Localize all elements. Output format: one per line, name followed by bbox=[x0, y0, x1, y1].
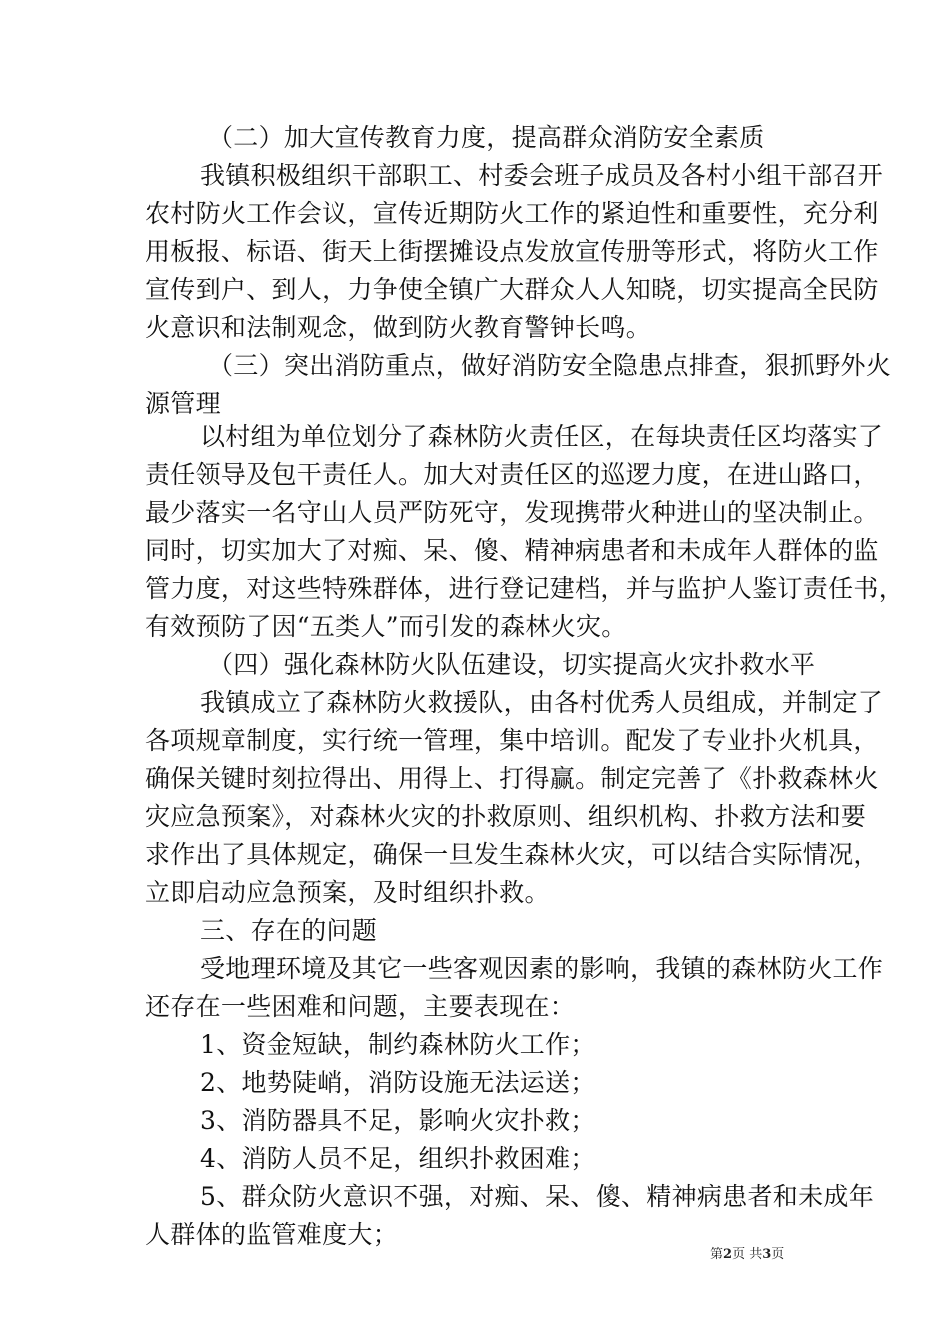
paragraph-line: 求作出了具体规定，确保一旦发生森林火灾，可以结合实际情况， bbox=[145, 840, 879, 869]
paragraph-line: 立即启动应急预案，及时组织扑救。 bbox=[145, 878, 550, 907]
paragraph-line: 管力度，对这些特殊群体，进行登记建档，并与监护人鉴订责任书， bbox=[145, 574, 905, 603]
list-item: 4、消防人员不足，组织扑救困难； bbox=[200, 1144, 596, 1173]
footer-prefix: 第 bbox=[710, 1247, 724, 1262]
list-item-cont: 人群体的监管难度大； bbox=[145, 1220, 399, 1249]
page-footer bbox=[710, 1246, 784, 1264]
paragraph-line: 有效预防了因“五类人”而引发的森林火灾。 bbox=[145, 612, 627, 641]
section-heading-4: （四）强化森林防火队伍建设，切实提高火灾扑救水平 bbox=[208, 650, 816, 679]
paragraph-line: 用板报、标语、街天上街摆摊设点发放宣传册等形式，将防火工作 bbox=[145, 237, 879, 266]
paragraph-line: 各项规章制度，实行统一管理，集中培训。配发了专业扑火机具， bbox=[145, 726, 879, 755]
paragraph-line: 我镇积极组织干部职工、村委会班子成员及各村小组干部召开 bbox=[200, 161, 884, 190]
paragraph-line: 火意识和法制观念，做到防火教育警钟长鸣。 bbox=[145, 313, 652, 342]
paragraph-line: 最少落实一名守山人员严防死守，发现携带火种进山的坚决制止。 bbox=[145, 498, 879, 527]
paragraph-line: 以村组为单位划分了森林防火责任区，在每块责任区均落实了 bbox=[200, 422, 884, 451]
paragraph-line: 宣传到户、到人，力争使全镇广大群众人人知晓，切实提高全民防 bbox=[145, 275, 879, 304]
section-heading-3-cont: 源管理 bbox=[145, 389, 221, 418]
paragraph-line: 灾应急预案》，对森林火灾的扑救原则、组织机构、扑救方法和要 bbox=[145, 802, 867, 831]
paragraph-line: 受地理环境及其它一些客观因素的影响，我镇的森林防火工作 bbox=[200, 954, 884, 983]
list-item: 2、地势陡峭，消防设施无法运送； bbox=[200, 1068, 596, 1097]
footer-middle: 页 共 bbox=[732, 1247, 763, 1262]
section-heading-problems: 三、存在的问题 bbox=[200, 916, 378, 945]
paragraph-line: 我镇成立了森林防火救援队，由各村优秀人员组成，并制定了 bbox=[200, 688, 884, 717]
section-heading-2: （二）加大宣传教育力度，提高群众消防安全素质 bbox=[208, 123, 765, 152]
section-heading-3: （三）突出消防重点，做好消防安全隐患点排查，狠抓野外火 bbox=[208, 351, 892, 380]
list-item: 3、消防器具不足，影响火灾扑救； bbox=[200, 1106, 596, 1135]
list-item: 5、群众防火意识不强，对痴、呆、傻、精神病患者和未成年 bbox=[200, 1182, 875, 1211]
paragraph-line: 还存在一些困难和问题，主要表现在： bbox=[145, 992, 576, 1021]
paragraph-line: 确保关键时刻拉得出、用得上、打得赢。制定完善了《扑救森林火 bbox=[145, 764, 879, 793]
footer-total-pages: 3 bbox=[762, 1247, 772, 1262]
footer-page-number: 2 bbox=[723, 1247, 733, 1262]
list-item: 1、资金短缺，制约森林防火工作； bbox=[200, 1030, 596, 1059]
paragraph-line: 责任领导及包干责任人。加大对责任区的巡逻力度，在进山路口， bbox=[145, 460, 879, 489]
paragraph-line: 同时，切实加大了对痴、呆、傻、精神病患者和未成年人群体的监 bbox=[145, 536, 879, 565]
paragraph-line: 农村防火工作会议，宣传近期防火工作的紧迫性和重要性，充分利 bbox=[145, 199, 879, 228]
footer-suffix: 页 bbox=[771, 1247, 785, 1262]
